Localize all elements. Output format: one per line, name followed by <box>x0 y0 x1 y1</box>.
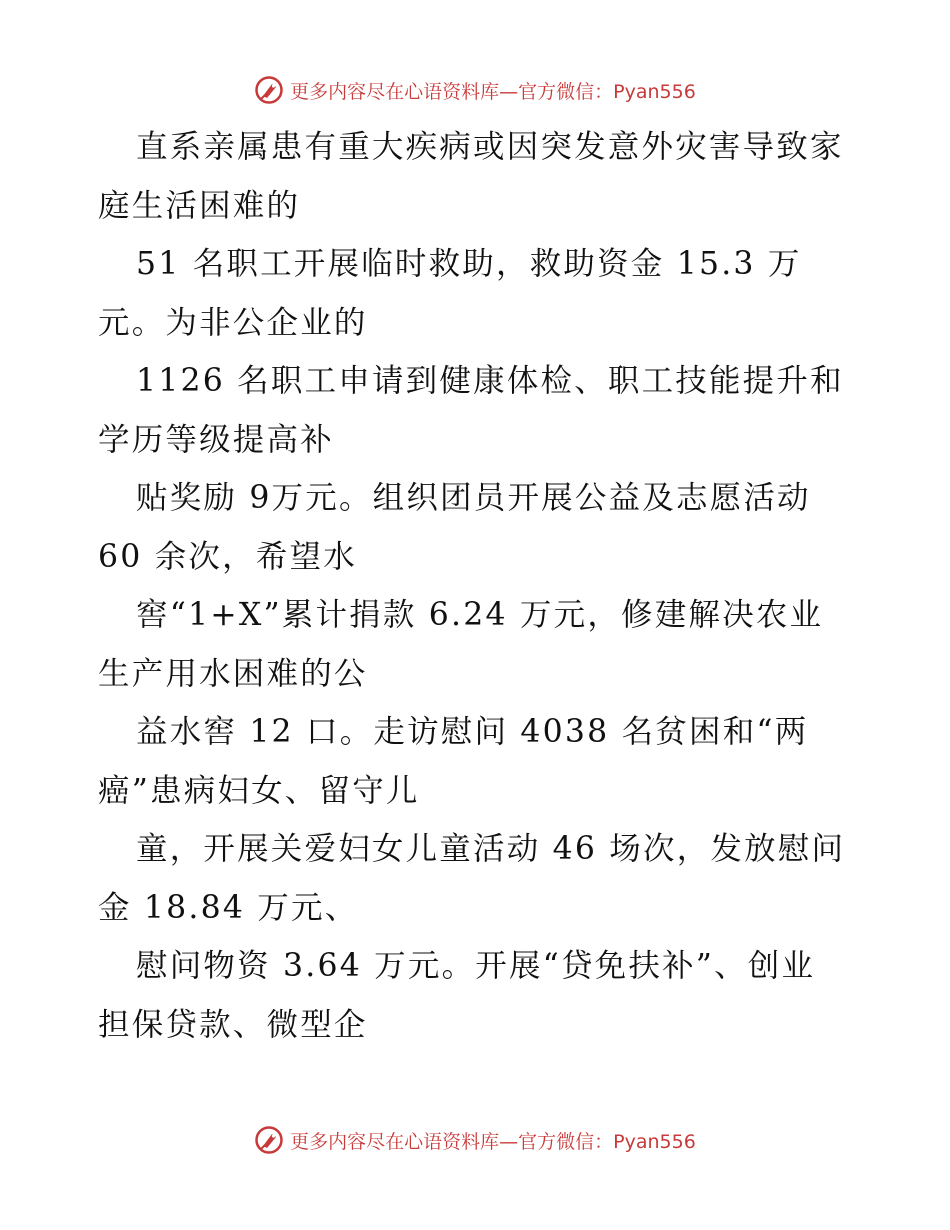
body-line: 直系亲属患有重大疾病或因突发意外灾害导致家 <box>136 129 844 165</box>
body-line: 金 18.84 万元、 <box>98 889 359 926</box>
body-line: 元。为非公企业的 <box>98 304 368 341</box>
body-line: 1126 名职工申请到健康体检、职工技能提升和 <box>136 363 844 399</box>
header-watermark <box>0 72 950 108</box>
body-line: 生产用水困难的公 <box>98 655 368 692</box>
body-line: 贴奖励 9万元。组织团员开展公益及志愿活动 <box>136 480 811 516</box>
body-line: 窖“1+X”累计捐款 6.24 万元，修建解决农业 <box>136 597 824 633</box>
watermark-text: 更多内容尽在心语资料库—官方微信：Pyan556 <box>290 80 696 103</box>
body-line: 51 名职工开展临时救助，救助资金 15.3 万 <box>136 246 802 282</box>
body-line: 益水窖 12 口。走访慰问 4038 名贫困和“两 <box>136 714 809 750</box>
body-line: 担保贷款、微型企 <box>98 1006 368 1043</box>
body-line: 童，开展关爱妇女儿童活动 46 场次，发放慰问 <box>136 831 846 867</box>
pen-nib-seal-icon <box>254 75 284 105</box>
body-line: 慰问物资 3.64 万元。开展“贷免扶补”、创业 <box>136 948 816 984</box>
body-line: 庭生活困难的 <box>98 187 301 224</box>
pen-nib-seal-icon <box>254 1125 284 1155</box>
footer-watermark <box>0 1122 950 1158</box>
body-line: 癌”患病妇女、留守儿 <box>98 772 420 809</box>
body-line: 学历等级提高补 <box>98 421 334 458</box>
body-line: 60 余次，希望水 <box>98 538 357 575</box>
document-body <box>98 118 868 1054</box>
watermark-text: 更多内容尽在心语资料库—官方微信：Pyan556 <box>290 1130 696 1153</box>
